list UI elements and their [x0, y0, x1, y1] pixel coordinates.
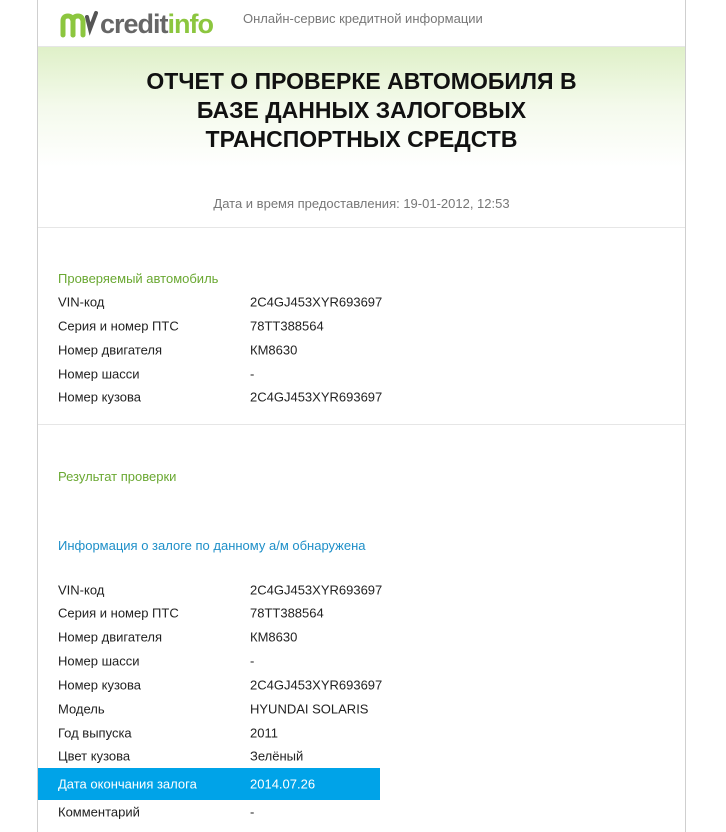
- row-label: Модель: [58, 701, 105, 717]
- report-title: ОТЧЕТ О ПРОВЕРКЕ АВТОМОБИЛЯ В БАЗЕ ДАННЫХ ЗАЛОГОВЫХ ТРАНСПОРТНЫХ СРЕДСТВ: [146, 68, 577, 152]
- row-label: Номер кузова: [58, 389, 141, 405]
- vehicle-section-title: Проверяемый автомобиль: [58, 271, 219, 286]
- section-divider: [38, 424, 685, 425]
- row-label: VIN-код: [58, 294, 105, 310]
- row-value: 78ТТ388564: [250, 605, 324, 621]
- header: [38, 0, 685, 46]
- row-value: 2011: [250, 725, 278, 741]
- row-value: КМ8630: [250, 342, 298, 358]
- pledge-found-notice: Информация о залоге по данному а/м обнаружена: [58, 538, 366, 553]
- my-logo-icon: [60, 9, 100, 39]
- row-label: Номер кузова: [58, 677, 141, 693]
- row-value: -: [250, 804, 255, 820]
- logo-credit-text: credit: [100, 9, 168, 39]
- row-label: Серия и номер ПТС: [58, 605, 179, 621]
- row-value: Зелёный: [250, 748, 304, 764]
- row-value: -: [250, 366, 255, 382]
- row-value: 2C4GJ453XYR693697: [250, 389, 383, 405]
- row-label: Цвет кузова: [58, 748, 131, 764]
- row-label: Год выпуска: [58, 725, 132, 741]
- provided-datetime: Дата и время предоставления: 19-01-2012, 12:53: [213, 196, 510, 211]
- row-label: Комментарий: [58, 804, 140, 820]
- row-label: Номер двигателя: [58, 629, 163, 645]
- row-value: КМ8630: [250, 629, 298, 645]
- row-label: Дата окончания залога: [58, 776, 197, 792]
- row-value: 78ТТ388564: [250, 318, 324, 334]
- report-banner: [38, 46, 685, 228]
- row-label: Номер шасси: [58, 653, 140, 669]
- result-section-title: Результат проверки: [58, 469, 177, 484]
- mycreditinfo-logo[interactable]: [60, 3, 213, 39]
- row-value: -: [250, 653, 255, 669]
- row-value: 2C4GJ453XYR693697: [250, 582, 383, 598]
- row-label: Номер двигателя: [58, 342, 163, 358]
- report-page: [37, 0, 686, 832]
- vehicle-row-body: [38, 381, 383, 413]
- row-value: 2014.07.26: [250, 776, 316, 792]
- row-label: VIN-код: [58, 582, 105, 598]
- row-label: Номер шасси: [58, 366, 140, 382]
- logo-info-text: info: [167, 9, 214, 39]
- result-row-comment: [38, 796, 380, 828]
- tagline: Онлайн-сервис кредитной информации: [243, 11, 483, 26]
- row-value: 2C4GJ453XYR693697: [250, 677, 383, 693]
- row-label: Серия и номер ПТС: [58, 318, 179, 334]
- row-value: HYUNDAI SOLARIS: [250, 701, 369, 717]
- row-value: 2C4GJ453XYR693697: [250, 294, 383, 310]
